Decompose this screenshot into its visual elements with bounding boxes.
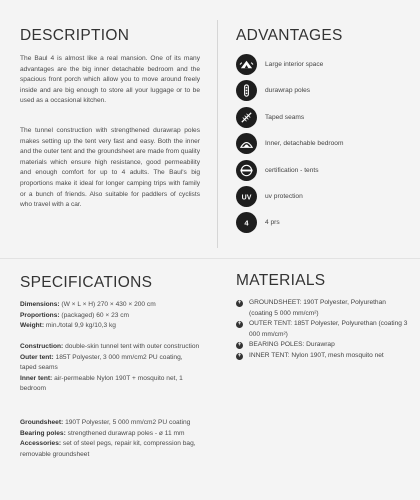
advantage-item bbox=[236, 54, 343, 75]
materials-list bbox=[236, 298, 408, 362]
column-divider bbox=[217, 20, 218, 248]
specifications-title: SPECIFICATIONS bbox=[20, 274, 153, 291]
advantage-label: Taped seams bbox=[265, 113, 305, 121]
advantage-label: certification - tents bbox=[265, 166, 319, 174]
spec-weight: Weight: min./total 9,9 kg/10,3 kg bbox=[20, 322, 116, 330]
spec-proportions: Proportions: (packaged) 60 × 23 cm bbox=[20, 311, 130, 319]
persons-icon bbox=[236, 212, 257, 233]
uv-icon bbox=[236, 186, 257, 207]
description-paragraph-1: The Baul 4 is almost like a real mansion. One of its many advantages are the big inner detachable bedroom and the spacious front porch which allow you to move around freely inside and are big enough to store all your luggage or to be used as a occasional kitchen. bbox=[20, 55, 200, 105]
durawrap-poles-icon bbox=[236, 80, 257, 101]
description-paragraph-2: The tunnel construction with strengthened durawrap poles makes setting up the tent very fast and easy. Both the inner and the outer tent and the groundsheet are made from quality materials which ensure high resistance, good permeability and enough comfort for up to 4 adults. The Baul's big proportions make it ideal for longer camping trips with family or a bunch of friends. Also suitable for paddlers of cyclists who travel with a car. bbox=[20, 127, 200, 209]
spec-bearing-poles: Bearing poles: strengthened durawrap poles - ø 11 mm bbox=[20, 429, 185, 437]
description-title: DESCRIPTION bbox=[20, 27, 130, 44]
certification-icon bbox=[236, 160, 257, 181]
specifications-group-dimensions bbox=[20, 300, 200, 332]
taped-seams-icon bbox=[236, 107, 257, 128]
advantage-item bbox=[236, 133, 343, 154]
advantage-item bbox=[236, 186, 343, 207]
spec-groundsheet: Groundsheet: 190T Polyester, 5 000 mm/cm2 PU coating bbox=[20, 419, 191, 426]
uv-icon-text: UV bbox=[241, 194, 252, 202]
spec-construction: Construction: double-skin tunnel tent with outer construction bbox=[20, 343, 200, 350]
advantage-label: 4 prs bbox=[265, 219, 280, 227]
advantage-label: Inner, detachable bedroom bbox=[265, 140, 344, 148]
material-item: + BEARING POLES: Durawrap bbox=[237, 341, 335, 349]
materials-title: MATERIALS bbox=[236, 272, 326, 289]
spec-inner-tent: Inner tent: air-permeable Nylon 190T + mosquito net, 1 bedroom bbox=[20, 374, 183, 393]
bedroom-icon bbox=[236, 133, 257, 154]
spec-outer-tent: Outer tent: 185T Polyester, 3 000 mm/cm2 PU coating, taped seams bbox=[20, 353, 183, 372]
advantages-title: ADVANTAGES bbox=[236, 27, 343, 44]
advantage-item bbox=[236, 212, 343, 233]
material-item: + INNER TENT: Nylon 190T, mesh mosquito net bbox=[237, 351, 384, 359]
plus-circle-icon: + bbox=[237, 352, 242, 359]
advantage-label: uv protection bbox=[265, 192, 303, 200]
specifications-group-construction bbox=[20, 342, 200, 395]
large-interior-icon bbox=[236, 54, 257, 75]
plus-circle-icon: + bbox=[237, 320, 242, 327]
plus-circle-icon: + bbox=[237, 299, 242, 306]
persons-icon-text: 4 bbox=[244, 218, 249, 228]
advantage-item bbox=[236, 107, 343, 128]
advantage-label: Large interior space bbox=[265, 61, 324, 68]
advantage-label: durawrap poles bbox=[265, 87, 311, 95]
spec-accessories: Accessories: set of steel pegs, repair kit, compression bag, removable groundsheet bbox=[20, 440, 196, 458]
material-item: + OUTER TENT: 185T Polyester, Polyurethan (coating 3 000 mm/cm²) bbox=[237, 320, 408, 338]
section-divider bbox=[0, 258, 420, 259]
advantage-item bbox=[236, 160, 343, 181]
advantage-item bbox=[236, 80, 343, 101]
plus-circle-icon: + bbox=[237, 342, 242, 349]
specifications-group-groundsheet bbox=[20, 418, 200, 460]
advantages-list bbox=[236, 54, 343, 239]
spec-dimensions: Dimensions: (W × L × H) 270 × 430 × 200 cm bbox=[20, 301, 156, 308]
material-item: + GROUNDSHEET: 190T Polyester, Polyurethan (coating 5 000 mm/cm²) bbox=[237, 299, 386, 317]
